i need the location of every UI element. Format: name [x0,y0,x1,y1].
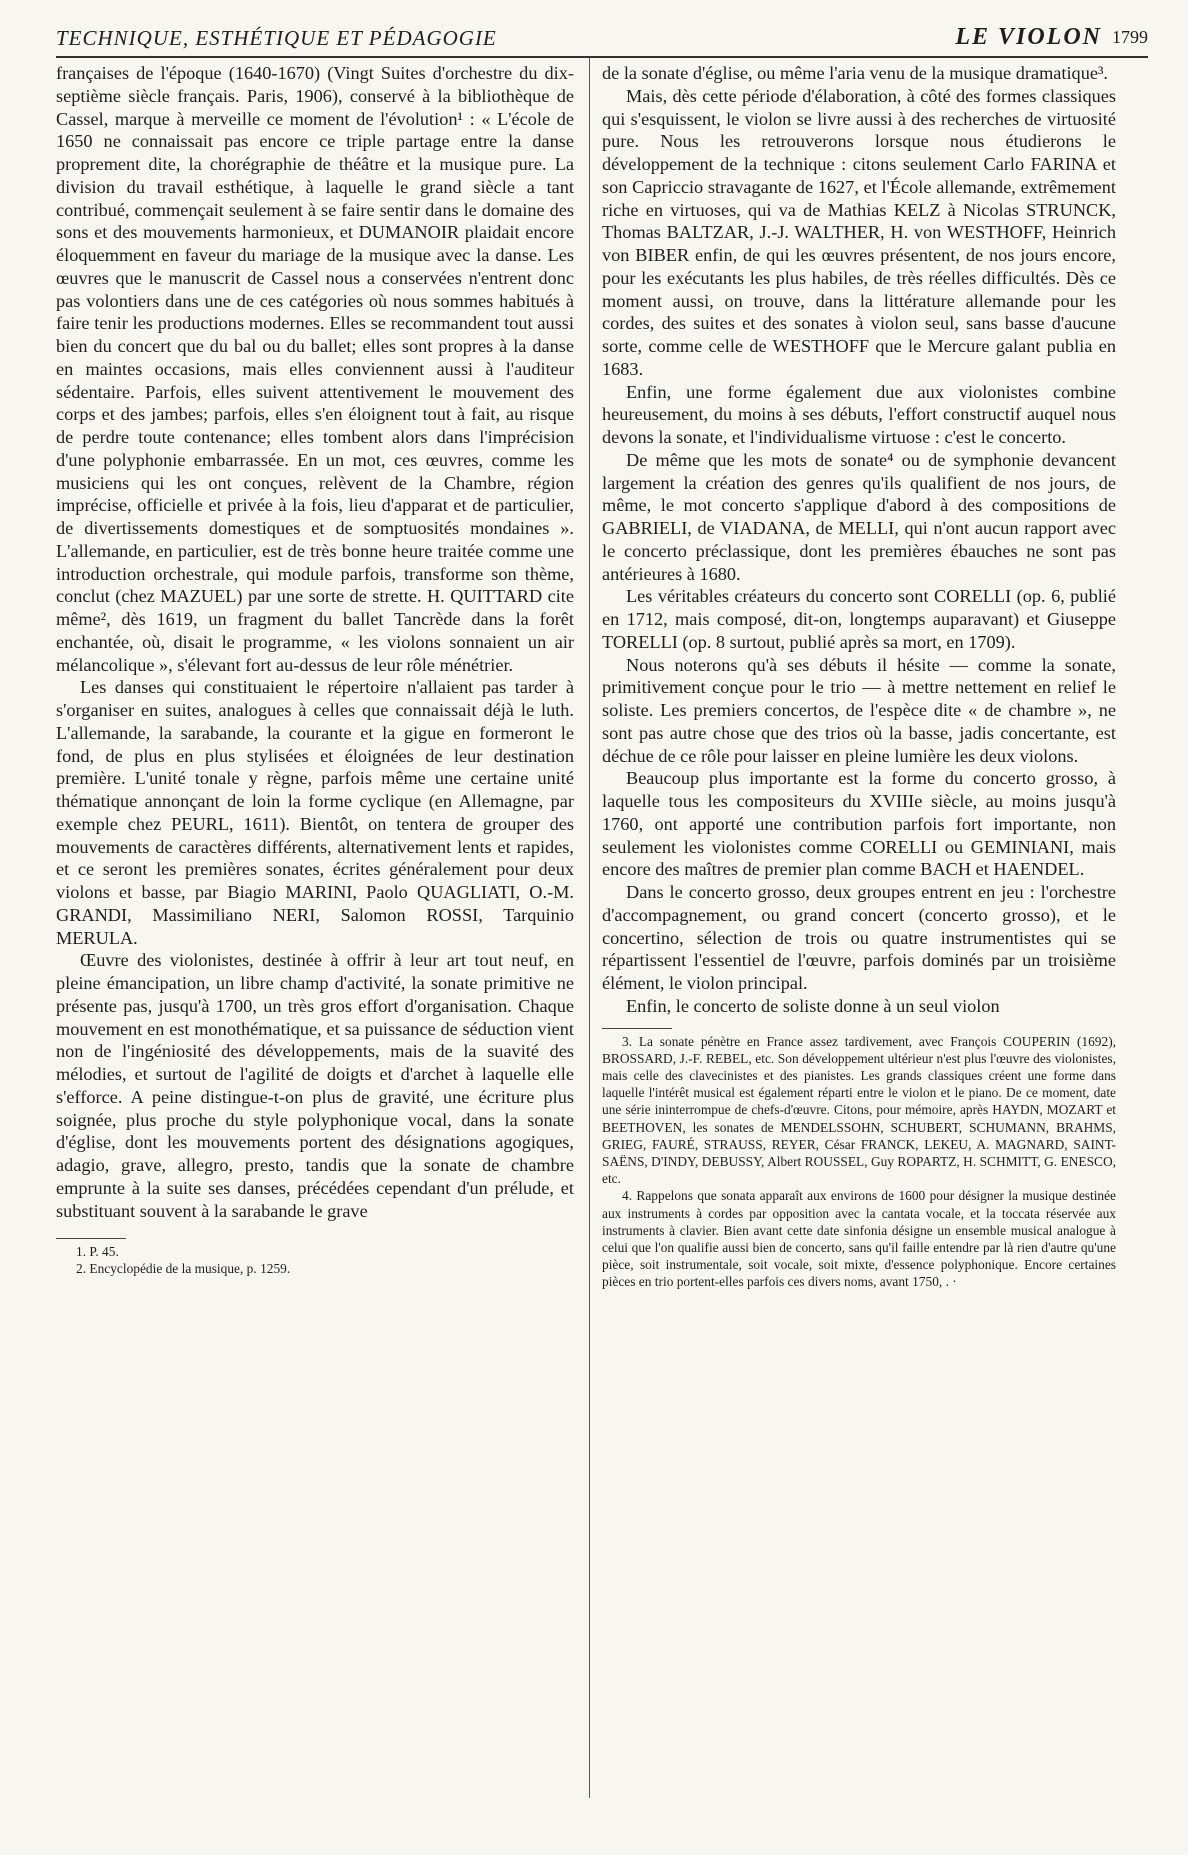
column-divider [589,58,590,1798]
paragraph: Les véritables créateurs du concerto sont CORELLI (op. 6, publié en 1712, mais composé, dit-on, longtemps auparavant) et Giuseppe TORELLI (op. 8 surtout, publié après sa mort, en 1709). [602,586,1116,652]
paragraph: Les danses qui constituaient le répertoire n'allaient pas tarder à s'organiser en suites, analogues à celles que connaissait déjà le luth. L'allemande, la sarabande, la courante et la gigue en formeront le fond, de plus en plus stylisées et éloignées de leur destination première. L'unité tonale y règne, parfois même une certaine unité thématique annonçant de loin la forme cyclique (en Allemagne, par exemple chez PEURL, 1611). Bientôt, on tentera de grouper des mouvements de caractères différents, alternativement lents et rapides, et ce seront les premières sonates, écrites généralement pour deux violons et basse, par Biagio MARINI, Paolo QUAGLIATI, O.-M. GRANDI, Massimiliano NERI, Salomon ROSSI, Tarquinio MERULA. [56,677,574,948]
running-header [56,20,1148,54]
footnote-rule [602,1028,672,1029]
page-number: 1799 [1112,27,1148,47]
footnote: 3. La sonate pénètre en France assez tardivement, avec François COUPERIN (1692), BROSSARD, J.-F. REBEL, etc. Son développement ultérieur n'est plus l'œuvre des violonistes, mais celle des clavecinistes et des pianistes. Les grands classiques créent une forme dans laquelle l'intérêt musical est également réparti entre le violon et le piano. De ce moment, date une série ininterrompue de chefs-d'œuvre. Citons, pour mémoire, après HAYDN, MOZART et BEETHOVEN, les sonates de MENDELSSOHN, SCHUBERT, SCHUMANN, BRAHMS, GRIEG, FAURÉ, STRAUSS, REYER, César FRANCK, LEKEU, A. MAGNARD, SAINT-SAËNS, D'INDY, DEBUSSY, Albert ROUSSEL, Guy ROPARTZ, H. SCHMITT, G. ENESCO, etc. [602,1033,1116,1187]
paragraph: Beaucoup plus importante est la forme du concerto grosso, à laquelle tous les compositeurs du XVIIIe siècle, au moins jusqu'à 1760, ont apporté une contribution parfois fort importante, non seulement les violonistes comme CORELLI ou GEMINIANI, mais encore des maîtres de premier plan comme BACH et HAENDEL. [602,768,1116,880]
header-rule [56,56,1148,58]
footnote: 1. P. 45. [76,1244,119,1260]
right-column [602,62,1116,1291]
footnote-rule [56,1238,126,1239]
paragraph: Enfin, une forme également due aux violonistes combine heureusement, du moins à ses débuts, l'effort constructif auquel nous devons la sonate, et l'individualisme virtuose : c'est le concerto. [602,381,1116,447]
left-column [56,62,574,1278]
paragraph: de la sonate d'église, ou même l'aria venu de la musique dramatique³. [602,63,1109,83]
footnotes-right [602,1033,1116,1291]
paragraph: Dans le concerto grosso, deux groupes entrent en jeu : l'orchestre d'accompagnement, ou grand concert (concerto grosso), et le concertino, sélection de trois ou quatre instrumentistes qui se répartissent l'essentiel de l'œuvre, parfois dominés par un troisième élément, le violon principal. [602,882,1116,993]
paragraph: De même que les mots de sonate⁴ ou de symphonie devancent largement la création des genres qu'ils qualifient de nos jours, de même, le mot concerto s'applique d'abord à des compositions de GABRIELI, de VIADANA, de MELLI, qui n'ont aucun rapport avec le concerto préclassique, dont les premières ébauches ne sont pas antérieures à 1680. [602,449,1116,584]
paragraph: Œuvre des violonistes, destinée à offrir à leur art tout neuf, en pleine émancipation, un libre champ d'activité, la sonate primitive ne présente pas, jusqu'à 1700, un très gros effort d'organisation. Chaque mouvement en est monothématique, et sa puissance de séduction vient non de l'ingéniosité des développements, mais de la suavité des mélodies, et surtout de l'agilité de doigts et d'archet à laquelle elle s'efforce. A peine distingue-t-on plus de gravité, une écriture plus soignée, plus proche du style polyphonique vocal, dans la sonate d'église, dont les mouvements portent des désignations agogiques, adagio, grave, allegro, presto, tandis que la sonate de chambre emprunte à la suite ses danses, précédées cependant d'un prélude, et substituant souvent à la sarabande le grave [56,950,574,1221]
paragraph: Nous noterons qu'à ses débuts il hésite — comme la sonate, primitivement conçue pour le trio — à mettre nettement en relief le soliste. Les premiers concertos, de l'espèce dite « de chambre », ne sont pas autre chose que des trios où la basse, jadis concertante, est déchue de ce rôle pour laisser en pleine lumière les deux violons. [602,654,1116,766]
paragraph: françaises de l'époque (1640-1670) (Vingt Suites d'orchestre du dix-septième siècle français. Paris, 1906), conservé à la bibliothèque de Cassel, marque à merveille ce moment de l'évolution¹ : « L'école de 1650 ne connaissait pas encore ce triple partage entre la danse proprement dite, la chorégraphie de théâtre et la musique pure. La division du travail esthétique, à laquelle le grand siècle a tant contribué, commençait seulement à se faire sentir dans le domaine des sons et des mouvements harmonieux, et DUMANOIR plaidait encore éloquemment en faveur du mariage de la musique avec la danse. Les œuvres que le manuscrit de Cassel nous a conservées n'entrent donc pas volontiers dans une de ces catégories où nous sommes habitués à faire tenir les productions modernes. Elles se recommandent tout aussi bien du concert que du bal ou du ballet; elles sont propres à la danse en maintes occasions, mais elles conviennent aussi à l'auditeur sédentaire. Parfois, elles suivent attentivement le mouvement des corps et des jambes; parfois, elles s'en éloignent tout à fait, au risque de perdre toute contenance; elles tombent alors dans l'imprécision d'une polyphonie embarrassée. En un mot, ces œuvres, comme les musiciens qui les ont conçues, relèvent de la Chambre, région imprécise, officielle et privée à la fois, lieu d'apparat et de particulier, de divertissements domestiques et de somptuosités mondaines ». L'allemande, en particulier, est de très bonne heure traitée comme une introduction orchestrale, qui module parfois, transforme son thème, conclut (chez MAZUEL) par une sorte de strette. H. QUITTARD cite même², dès 1619, un fragment du ballet Tancrède dans la forêt enchantée, où, disait le programme, « les violons sonnaient un air mélancolique », s'élevant fort au-dessus de leur rôle ménétrier. [56,63,574,675]
footnotes-left [56,1243,574,1277]
header-book-title: LE VIOLON [955,24,1102,50]
paragraph: Mais, dès cette période d'élaboration, à côté des formes classiques qui s'esquissent, le violon se livre aussi à des recherches de virtuosité pure. Nous les retrouverons lorsque nous étudierons le développement de la technique : citons seulement Carlo FARINA et son Capriccio stravagante de 1627, et l'École allemande, extrêmement riche en virtuoses, qui va de Mathias KELZ à Nicolas STRUNCK, Thomas BALTZAR, J.-J. WALTHER, H. von WESTHOFF, Heinrich von BIBER enfin, de qui les œuvres présentent, de nos jours encore, pour les exécutants les plus habiles, de très réelles difficultés. Dès ce moment aussi, on trouve, dans la littérature allemande pour les cordes, des suites et des sonates à violon seul, sans basse d'aucune sorte, comme celle de WESTHOFF que le Mercure galant publia en 1683. [602,85,1116,379]
paragraph: Enfin, le concerto de soliste donne à un seul violon [626,995,1000,1016]
footnote: 4. Rappelons que sonata apparaît aux environs de 1600 pour désigner la musique destinée aux instruments à cordes par opposition avec la cantata vocale, et la toccata réservée aux instruments à clavier. Bien avant cette date sinfonia désigne un ensemble musical analogue à celui que l'on qualifie aussi bien de concerto, sans qu'il faille entendre par là rien d'autre qu'une pièce, soit instrumentale, soit vocale, soit mixte, d'essence polyphonique. Encore certaines pièces en trio portent-elles parfois ces divers noms, avant 1750, . · [602,1188,1116,1290]
footnote: 2. Encyclopédie de la musique, p. 1259. [76,1261,291,1277]
header-section-title: TECHNIQUE, ESTHÉTIQUE ET PÉDAGOGIE [56,26,497,50]
